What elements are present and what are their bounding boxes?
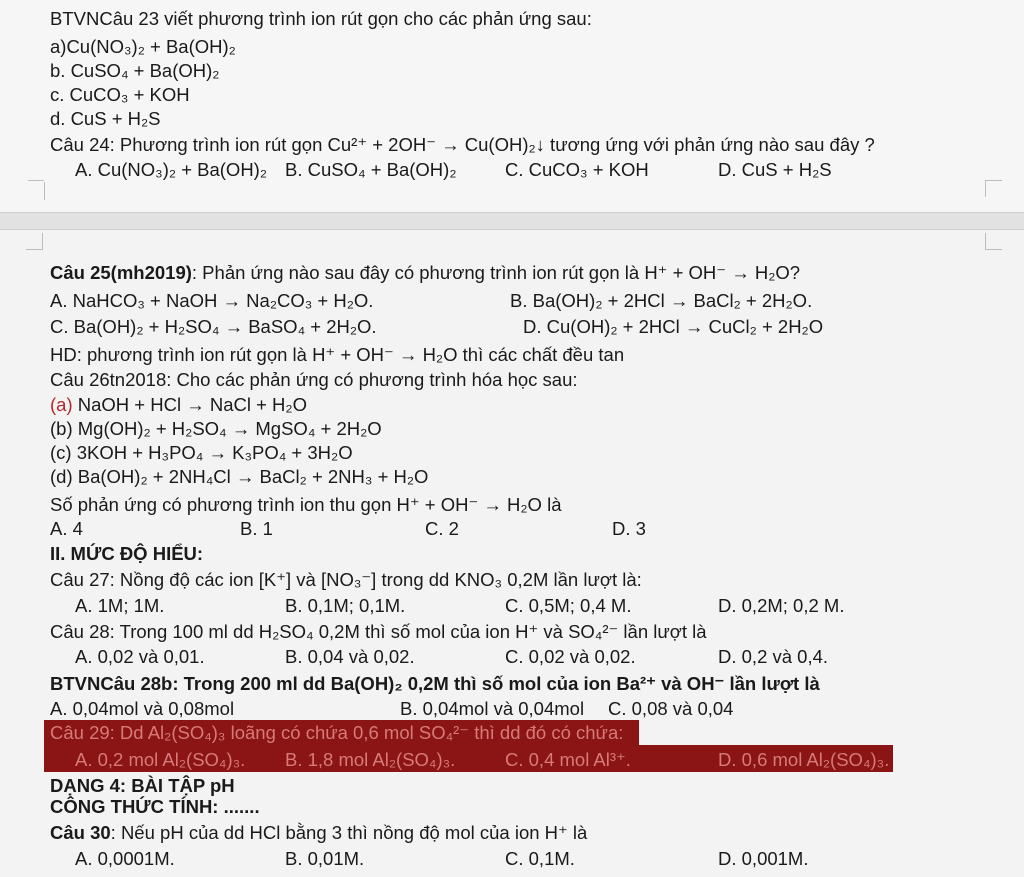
text-line-l07a: A. Cu(NO₃)₂ + Ba(OH)₂ <box>75 159 268 180</box>
text-line-l27a: A. 0,04mol và 0,08mol <box>50 698 235 719</box>
text-line-l25a: A. 0,02 và 0,01. <box>75 646 205 667</box>
text-line-l11a: A. NaHCO₃ + NaOH → Na₂CO₃ + H₂O. <box>50 290 374 311</box>
text-line-l11b: B. Ba(OH)₂ + 2HCl → BaCl₂ + 2H₂O. <box>510 290 813 311</box>
text-line-l06: Câu 24: Phương trình ion rút gọn Cu²⁺ + 2OH⁻ → Cu(OH)₂↓ tương ứng với phản ứng nào sau đây ? <box>50 134 875 155</box>
text-line-l20d: D. 3 <box>612 518 646 539</box>
text-line-l28: Câu 29: Dd Al₂(SO₄)₃ loãng có chứa 0,6 mol SO₄²⁻ thì dd đó có chứa: <box>50 722 624 743</box>
text-line-l12b: D. Cu(OH)₂ + 2HCl → CuCl₂ + 2H₂O <box>523 316 824 337</box>
text-line-l33a: A. 0,0001M. <box>75 848 175 869</box>
text-line-l30: DẠNG 4: BÀI TẬP pH <box>50 775 235 796</box>
text-line-l10: Câu 25(mh2019): Phản ứng nào sau đây có phương trình ion rút gọn là H⁺ + OH⁻ → H₂O? <box>50 262 801 283</box>
text-line-l01: BTVNCâu 23 viết phương trình ion rút gọn cho các phản ứng sau: <box>50 8 592 29</box>
page-corner-mark <box>44 182 45 200</box>
page-corner-mark <box>985 233 1002 250</box>
text-line-l25b: B. 0,04 và 0,02. <box>285 646 415 667</box>
text-line-l32: Câu 30: Nếu pH của dd HCl bằng 3 thì nồng độ mol của ion H⁺ là <box>50 822 588 843</box>
text-line-l03: b. CuSO₄ + Ba(OH)₂ <box>50 60 220 81</box>
text-line-l05: d. CuS + H₂S <box>50 108 161 129</box>
text-line-l17: (c) 3KOH + H₃PO₄ → K₃PO₄ + 3H₂O <box>50 442 353 463</box>
text-line-l13: HD: phương trình ion rút gọn là H⁺ + OH⁻ → H₂O thì các chất đều tan <box>50 344 625 365</box>
text-line-l07c: C. CuCO₃ + KOH <box>505 159 649 180</box>
text-line-l23d: D. 0,2M; 0,2 M. <box>718 595 845 616</box>
text-line-l33d: D. 0,001M. <box>718 848 809 869</box>
text-line-l19: Số phản ứng có phương trình ion thu gọn H⁺ + OH⁻ → H₂O là <box>50 494 562 515</box>
text-line-l27c: C. 0,08 và 0,04 <box>608 698 734 719</box>
text-line-l31: CÔNG THỨC TÍNH: ....... <box>50 796 260 817</box>
text-line-l24: Câu 28: Trong 100 ml dd H₂SO₄ 0,2M thì số mol của ion H⁺ và SO₄²⁻ lần lượt là <box>50 621 707 642</box>
text-line-l16: (b) Mg(OH)₂ + H₂SO₄ → MgSO₄ + 2H₂O <box>50 418 382 439</box>
page-corner-mark <box>26 233 43 250</box>
text-line-l33c: C. 0,1M. <box>505 848 575 869</box>
text-line-l21: II. MỨC ĐỘ HIỂU: <box>50 543 204 564</box>
text-line-l29a: A. 0,2 mol Al₂(SO₄)₃. <box>75 749 246 770</box>
text-line-l20c: C. 2 <box>425 518 459 539</box>
page-divider <box>0 212 1024 230</box>
text-line-l33b: B. 0,01M. <box>285 848 365 869</box>
text-line-l25c: C. 0,02 và 0,02. <box>505 646 636 667</box>
text-line-l15: (a) NaOH + HCl → NaCl + H₂O <box>50 394 307 415</box>
text-line-l07d: D. CuS + H₂S <box>718 159 832 180</box>
text-line-l07b: B. CuSO₄ + Ba(OH)₂ <box>285 159 457 180</box>
text-line-l20b: B. 1 <box>240 518 273 539</box>
text-line-l20a: A. 4 <box>50 518 83 539</box>
text-line-l27b: B. 0,04mol và 0,04mol <box>400 698 585 719</box>
text-line-l18: (d) Ba(OH)₂ + 2NH₄Cl → BaCl₂ + 2NH₃ + H₂O <box>50 466 429 487</box>
text-line-l23a: A. 1M; 1M. <box>75 595 165 616</box>
text-line-l26: BTVNCâu 28b: Trong 200 ml dd Ba(OH)₂ 0,2M thì số mol của ion Ba²⁺ và OH⁻ lần lượt là <box>50 673 820 694</box>
page-corner-mark <box>985 180 1002 197</box>
text-line-l22: Câu 27: Nồng độ các ion [K⁺] và [NO₃⁻] trong dd KNO₃ 0,2M lần lượt là: <box>50 569 642 590</box>
text-line-l12a: C. Ba(OH)₂ + H₂SO₄ → BaSO₄ + 2H₂O. <box>50 316 377 337</box>
page-corner-mark <box>28 180 44 197</box>
text-line-l23c: C. 0,5M; 0,4 M. <box>505 595 632 616</box>
text-line-l29c: C. 0,4 mol Al³⁺. <box>505 749 631 770</box>
text-line-l29d: D. 0,6 mol Al₂(SO₄)₃. <box>718 749 890 770</box>
text-line-l02: a)Cu(NO₃)₂ + Ba(OH)₂ <box>50 36 236 57</box>
text-line-l25d: D. 0,2 và 0,4. <box>718 646 829 667</box>
text-line-l14: Câu 26tn2018: Cho các phản ứng có phương trình hóa học sau: <box>50 369 578 390</box>
text-line-l23b: B. 0,1M; 0,1M. <box>285 595 406 616</box>
text-line-l29b: B. 1,8 mol Al₂(SO₄)₃. <box>285 749 456 770</box>
text-line-l04: c. CuCO₃ + KOH <box>50 84 190 105</box>
